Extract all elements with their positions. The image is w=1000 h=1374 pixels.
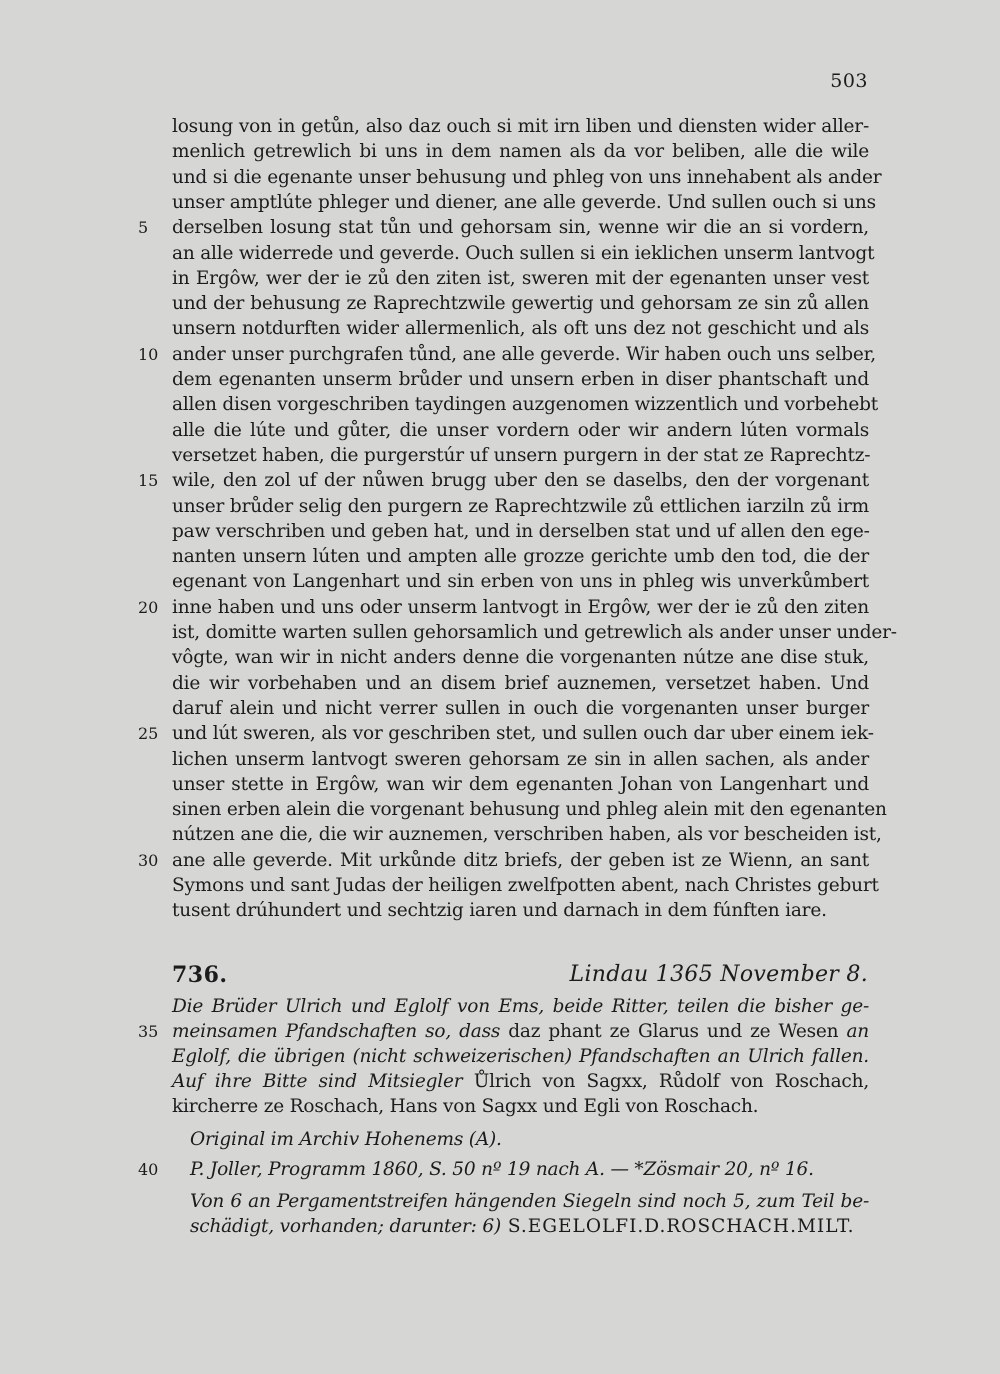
body-line: alle die lúte und gůter, die unser vordern oder wir andern lúten vormals	[172, 420, 869, 441]
body-line: daruf alein und nicht verrer sullen in ouch die vorgenanten unser burger	[172, 698, 869, 719]
original-location: Original im Archiv Hohenems (A).	[190, 1129, 502, 1150]
entry-summary-line	[172, 1044, 869, 1070]
body-line: paw verschriben und geben hat, und in derselben stat und uf allen den ege-	[172, 521, 870, 542]
body-line: dem egenanten unserm brůder und unsern erben in diser phantschaft und	[172, 369, 869, 390]
summary-text: an	[846, 1021, 869, 1042]
summary-text: Auf ihre Bitte sind Mitsiegler	[172, 1071, 463, 1092]
body-line: an alle widerrede und geverde. Ouch sullen si ein ieklichen unserm lantvogt	[172, 243, 875, 264]
body-line: allen disen vorgeschriben taydingen auzgenomen wizzentlich und vorbehebt	[172, 394, 878, 415]
line-number: 40	[138, 1160, 159, 1179]
entry-summary-line	[172, 1069, 869, 1095]
line-number: 35	[138, 1022, 159, 1041]
summary-text: Eglolf, die übrigen (nicht schweizerischen) Pfandschaften an Ulrich fallen.	[172, 1046, 869, 1067]
quoted-source-text: daz phant ze Glarus und ze Wesen	[500, 1021, 847, 1042]
body-line: die wir vorbehaben und an disem brief auznemen, versetzet haben. Und	[172, 673, 869, 694]
body-line: wile, den zol uf der nůwen brugg uber den se daselbs, den der vorgenant	[172, 470, 869, 491]
body-line: sinen erben alein die vorgenant behusung und phleg alein mit den egenanten	[172, 799, 887, 820]
body-line: und lút sweren, als vor geschriben stet, und sullen ouch dar uber einem iek-	[172, 723, 874, 744]
body-line: losung von in getůn, also daz ouch si mit irn liben und diensten wider aller-	[172, 116, 869, 137]
line-number: 25	[138, 724, 159, 743]
body-line: unsern notdurften wider allermenlich, als oft uns dez not geschicht und als	[172, 318, 869, 339]
summary-text: meinsamen Pfandschaften so, dass	[172, 1021, 501, 1042]
body-line: vôgte, wan wir in nicht anders denne die vorgenanten nútze ane dise stuk,	[172, 647, 869, 668]
body-line: und si die egenante unser behusung und phleg von uns innehabent als ander	[172, 167, 882, 188]
entry-number: 736.	[172, 962, 228, 988]
body-line: inne haben und uns oder unserm lantvogt in Ergôw, wer der ie zů den ziten	[172, 597, 869, 618]
entry-summary-line	[172, 1019, 869, 1045]
body-line: unser amptlúte phleger und diener, ane alle geverde. Und sullen ouch si uns	[172, 192, 876, 213]
body-line: nútzen ane die, die wir auznemen, verschriben haben, als vor bescheiden ist,	[172, 824, 882, 845]
entry-summary-line	[172, 1094, 869, 1120]
body-line: tusent drúhundert und sechtzig iaren und darnach in dem fúnften iare.	[172, 900, 827, 921]
quoted-source-text: Ůlrich von Sagxx, Růdolf von Roschach,	[462, 1071, 869, 1092]
entry-summary-line	[172, 994, 869, 1020]
quoted-source-text: kircherre ze Roschach, Hans von Sagxx und Egli von Roschach.	[172, 1096, 759, 1117]
entry-date: Lindau 1365 November 8.	[569, 962, 868, 987]
body-line: und der behusung ze Raprechtzwile gewertig und gehorsam ze sin zů allen	[172, 293, 869, 314]
body-line: versetzet haben, die purgerstúr uf unsern purgern in der stat ze Raprechtz-	[172, 445, 871, 466]
page-number: 503	[830, 70, 868, 92]
seal-text: schädigt, vorhanden; darunter: 6)	[190, 1216, 501, 1237]
body-line: derselben losung stat tůn und gehorsam sin, wenne wir die an si vordern,	[172, 217, 869, 238]
seal-description-line	[190, 1214, 869, 1240]
body-line: ane alle geverde. Mit urkůnde ditz briefs, der geben ist ze Wienn, an sant	[172, 850, 869, 871]
line-number: 15	[138, 471, 159, 490]
print-reference	[190, 1157, 869, 1183]
body-line: nanten unsern lúten und ampten alle grozze gerichte umb den tod, die der	[172, 546, 869, 567]
line-number: 30	[138, 851, 159, 870]
line-number: 5	[138, 218, 149, 237]
seal-inscription: S.EGELOLFI.D.ROSCHACH.MILT.	[500, 1216, 855, 1237]
body-line: unser brůder selig den purgern ze Raprechtzwile zů ettlichen iarziln zů irm	[172, 496, 869, 517]
body-line: menlich getrewlich bi uns in dem namen als da vor beliben, alle die wile	[172, 141, 869, 162]
body-line: lichen unserm lantvogt sweren gehorsam ze sin in allen sachen, als ander	[172, 749, 869, 770]
summary-text: Die Brüder Ulrich und Eglolf von Ems, beide Ritter, teilen die bisher ge-	[172, 996, 869, 1017]
body-line: ist, domitte warten sullen gehorsamlich und getrewlich als ander unser under-	[172, 622, 897, 643]
body-line: unser stette in Ergôw, wan wir dem egenanten Johan von Langenhart und	[172, 774, 869, 795]
seal-description-line	[190, 1189, 869, 1215]
line-number: 10	[138, 345, 159, 364]
body-line: Symons und sant Judas der heiligen zwelfpotten abent, nach Christes geburt	[172, 875, 879, 896]
archive-reference	[190, 1127, 869, 1153]
body-line: in Ergôw, wer der ie zů den ziten ist, sweren mit der egenanten unser vest	[172, 268, 869, 289]
line-number: 20	[138, 598, 159, 617]
body-line: egenant von Langenhart und sin erben von uns in phleg wis unverkůmbert	[172, 571, 869, 592]
body-line: ander unser purchgrafen tůnd, ane alle geverde. Wir haben ouch uns selber,	[172, 344, 876, 365]
seal-text: Von 6 an Pergamentstreifen hängenden Siegeln sind noch 5, zum Teil be-	[190, 1191, 869, 1212]
print-citation: P. Joller, Programm 1860, S. 50 nº 19 nach A. — *Zösmair 20, nº 16.	[190, 1159, 814, 1180]
